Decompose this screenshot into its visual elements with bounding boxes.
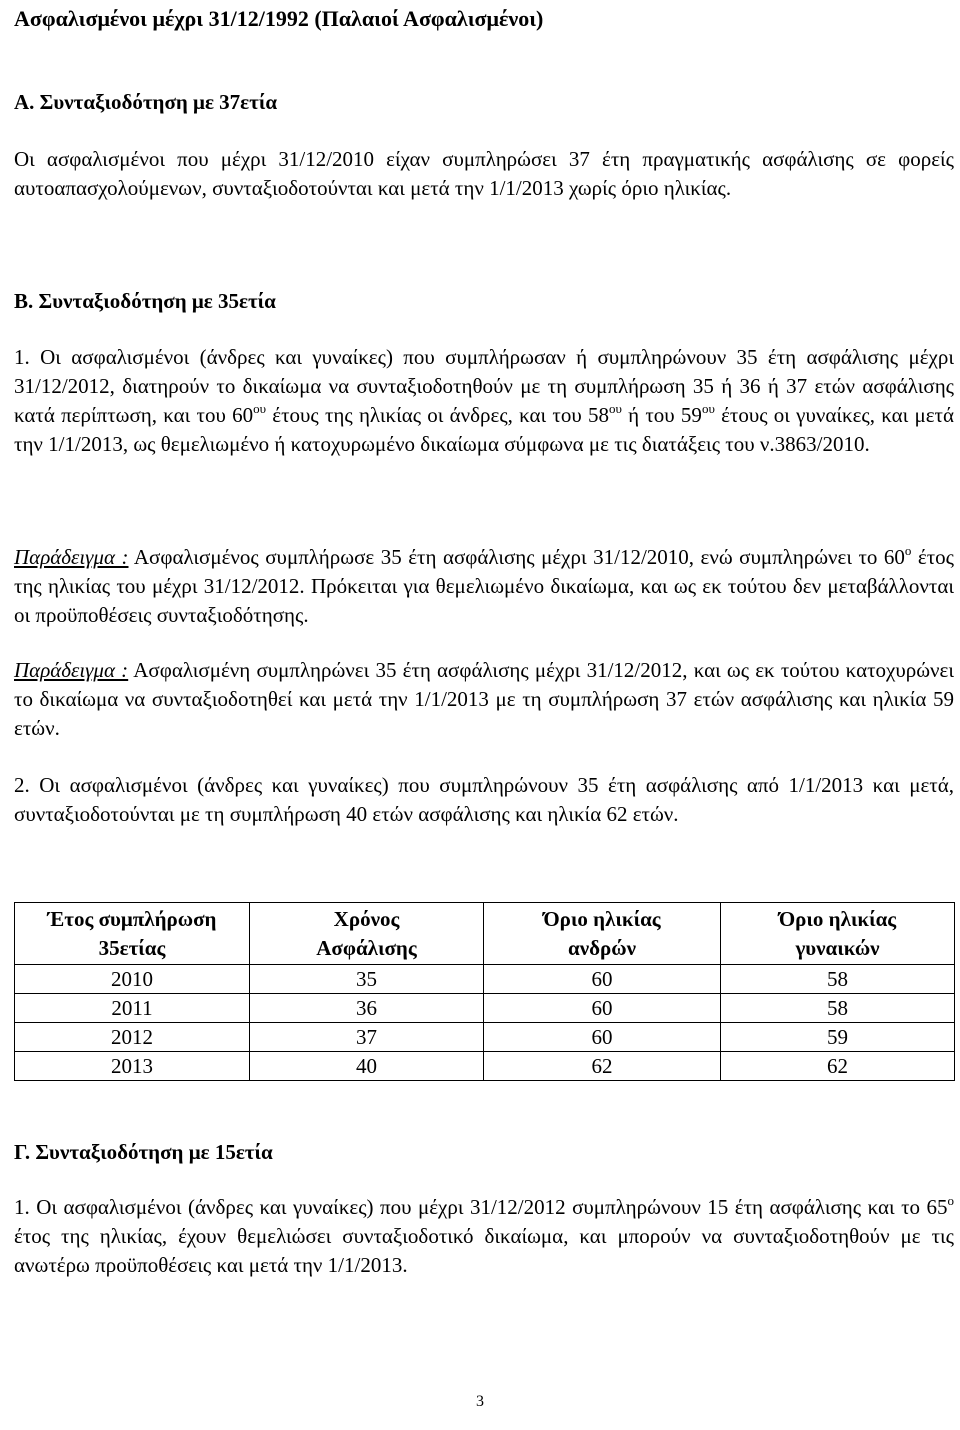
text-run: έτος της ηλικίας, έχουν θεμελιώσει συνταξιοδοτικό δικαίωμα, και μπορούν να συνταξιοδοτηθούν με τις ανωτέρω προϋποθέσεις και μετά την 1/1/2013. [14,1224,954,1277]
section-b-paragraph-2: 2. Οι ασφαλισμένοι (άνδρες και γυναίκες) που συμπληρώνουν 35 έτη ασφάλισης από 1/1/2013 και μετά, συνταξιοδοτούνται με τη συμπλήρωση 40 ετών ασφάλισης και ηλικία 62 ετών. [14,773,954,826]
superscript: ου [701,401,715,416]
text-run: έτους οι γυναίκες, και μετά την 1/1/2013, ως θεμελιωμένο ή κατοχυρωμένο δικαίωμα σύμφωνα με τις διατάξεις του ν.3863/2010. [14,403,954,456]
document-title: Ασφαλισμένοι μέχρι 31/12/1992 (Παλαιοί Ασφαλισμένοι) [14,6,544,31]
section-c-heading: Γ. Συνταξιοδότηση με 15ετία [14,1140,273,1164]
table-row [15,965,955,994]
column-header-age-men: Όριο ηλικίας ανδρών [484,903,721,965]
table-cell: 59 [721,1023,955,1052]
column-header-year: Έτος συμπλήρωση 35ετίας [15,903,250,965]
column-header-age-women: Όριο ηλικίας γυναικών [721,903,955,965]
section-a-heading: Α. Συνταξιοδότηση με 37ετία [14,90,278,114]
section-b-heading: Β. Συνταξιοδότηση με 35ετία [14,289,276,313]
table-row [15,994,955,1023]
table-row [15,1023,955,1052]
superscript: ο [904,543,912,558]
example-label: Παράδειγμα : [14,545,129,569]
table-header-row [15,903,955,965]
text-run: 1. Οι ασφαλισμένοι (άνδρες και γυναίκες) που συμπλήρωσαν ή συμπληρώνουν 35 έτη ασφάλισης μέχρι 31/12/2012, διατηρούν το δικαίωμα να συνταξιοδοτηθούν με τη συμπλήρωση 35 ή 36 ή 37 ετών ασφάλισης κατά περίπτωση, και του 60 [14,345,954,427]
text-run: Ασφαλισμένη συμπληρώνει 35 έτη ασφάλισης μέχρι 31/12/2012, και ως εκ τούτου κατοχυρώνει το δικαίωμα να συνταξιοδοτηθεί και μετά την 1/1/2013 με τη συμπλήρωση 37 ετών ασφάλισης και ηλικία 59 ετών. [14,658,954,740]
text-run: έτος της ηλικίας του μέχρι 31/12/2012. Πρόκειται για θεμελιωμένο δικαίωμα, και ως εκ τούτου δεν μεταβάλλονται οι προϋποθέσεις συνταξιοδότησης. [14,545,954,627]
example-paragraph-1 [14,543,954,630]
table-cell: 37 [250,1023,484,1052]
page-number: 3 [476,1393,484,1410]
table-cell: 40 [250,1052,484,1081]
text-run: Ασφαλισμένος συμπλήρωσε 35 έτη ασφάλισης μέχρι 31/12/2010, ενώ συμπληρώνει το 60 [128,545,905,569]
table-cell: 36 [250,994,484,1023]
table-cell: 2011 [15,994,250,1023]
section-b-paragraph-1 [14,343,954,459]
section-a-paragraph: Οι ασφαλισμένοι που μέχρι 31/12/2010 είχαν συμπληρώσει 37 έτη πραγματικής ασφάλισης σε φορείς αυτοαπασχολούμενων, συνταξιοδοτούνται και μετά την 1/1/2013 χωρίς όριο ηλικίας. [14,147,954,200]
section-c-paragraph-1 [14,1193,954,1280]
column-header-insurance-time: Χρόνος Ασφάλισης [250,903,484,965]
table-cell: 60 [484,994,721,1023]
text-run: 1. Οι ασφαλισμένοι (άνδρες και γυναίκες) που μέχρι 31/12/2012 συμπληρώνουν 15 έτη ασφάλισης και το 65 [14,1195,948,1219]
superscript: ου [608,401,622,416]
table-cell: 35 [250,965,484,994]
table-row [15,1052,955,1081]
table-cell: 58 [721,994,955,1023]
table-cell: 58 [721,965,955,994]
table-cell: 2010 [15,965,250,994]
text-run: ή του 59 [621,403,702,427]
text-run: έτους της ηλικίας οι άνδρες, και του 58 [266,403,609,427]
table-cell: 2012 [15,1023,250,1052]
superscript: ου [253,401,267,416]
example-paragraph-2 [14,656,954,743]
table-cell: 60 [484,965,721,994]
superscript: ο [947,1193,954,1208]
retirement-age-table [14,902,955,1081]
table-cell: 60 [484,1023,721,1052]
table-cell: 62 [721,1052,955,1081]
table-cell: 2013 [15,1052,250,1081]
table-cell: 62 [484,1052,721,1081]
example-label: Παράδειγμα : [14,658,129,682]
